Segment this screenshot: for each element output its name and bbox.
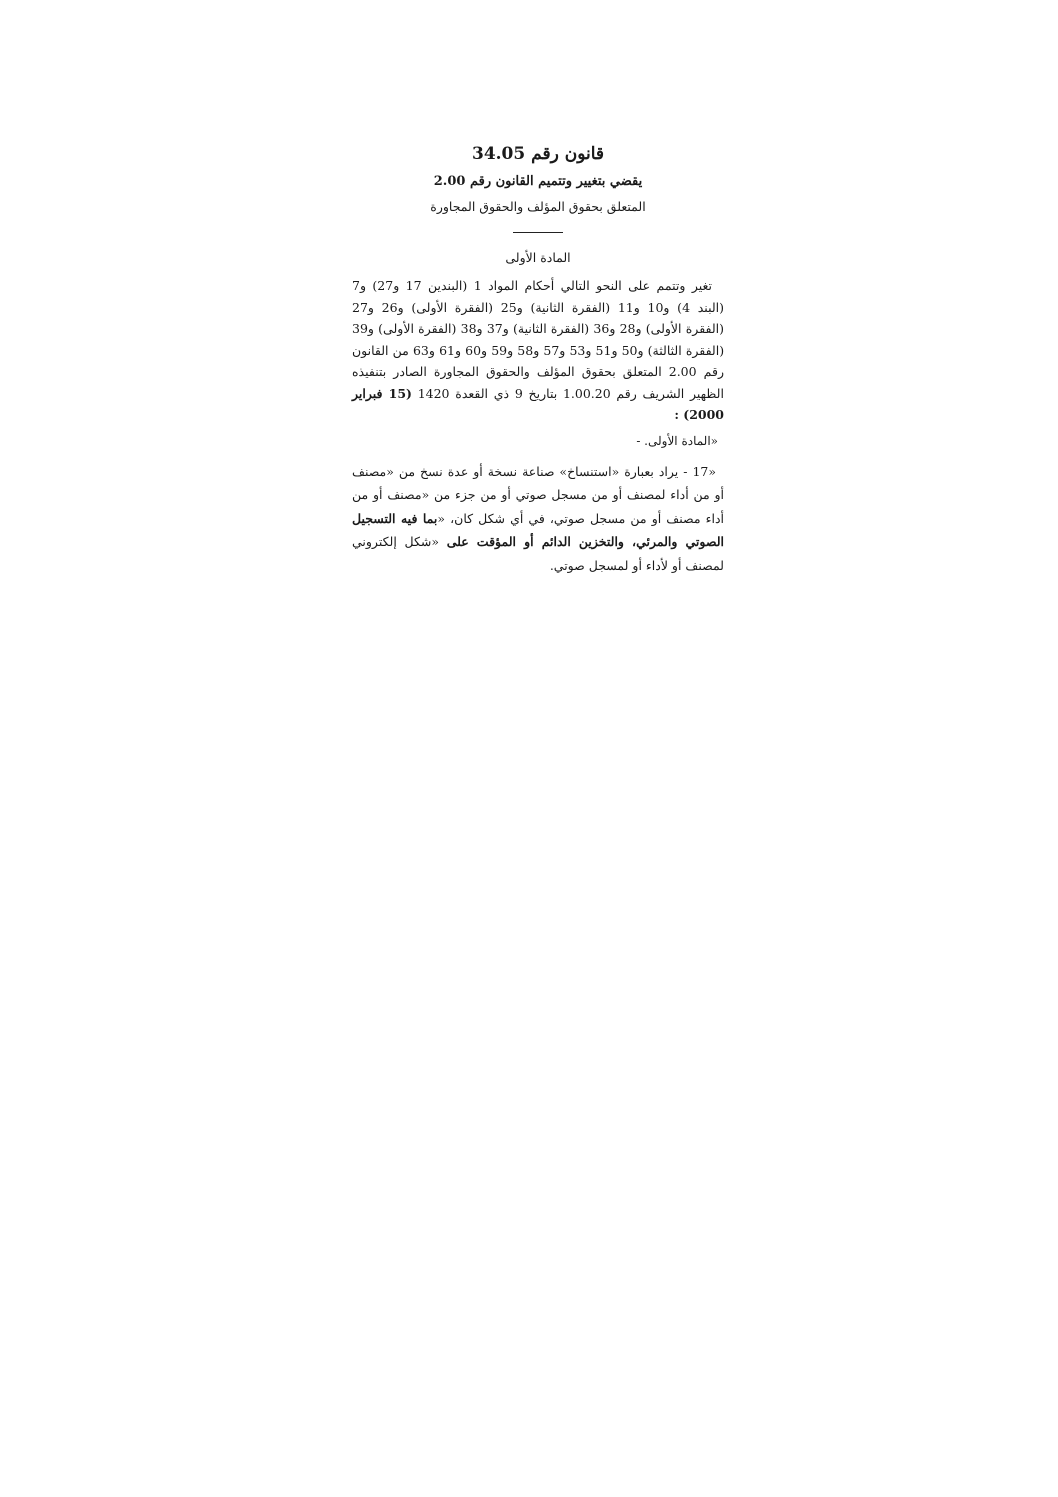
quoted-article-heading: «المادة الأولى. -: [636, 433, 718, 448]
quoted-definition-text: «17 - يراد بعبارة «استنساخ» صناعة نسخة أو عدة نسخ من «مصنف أو من أداء لمصنف أو من مسجل صوتي أو من جزء من «مصنف أو من أداء مصنف أو من مسجل صوتي، في أي شكل كان، «: [352, 463, 724, 526]
article-body-text: تغير وتتمم على النحو التالي أحكام المواد 1 (البندين 17 و27) و7 (البند 4) و10 و11 (الفقرة الثانية) و25 (الفقرة الأولى) و26 و27 (الفقرة الأولى) و28 و36 (الفقرة الثانية) و37 و38 (الفقرة الأولى) و39 (الفقرة الثالثة) و50 و51 و53 و57 و58 و59 و60 و61 و63 من القانون رقم 2.00 المتعلق بحقوق المؤلف والحقوق المجاورة الصادر بتنفيذه الظهير الشريف رقم 1.00.20 بتاريخ 9 ذي القعدة 1420: [352, 278, 725, 401]
document-page: [352, 140, 724, 577]
title-separator: [513, 232, 563, 233]
quoted-definition: [352, 460, 724, 578]
law-subtitle: يقضي بتغيير وتتميم القانون رقم 2.00: [433, 174, 643, 189]
quoted-definition-end: «شكل إلكتروني لمصنف أو لأداء أو لمسجل صوتي.: [352, 534, 724, 573]
law-title: قانون رقم 34.05: [471, 144, 605, 164]
quoted-definition-bold: بما فيه التسجيل الصوتي والمرئي، والتخزين الدائم أو المؤقت على: [352, 510, 724, 549]
article-body: [352, 275, 724, 426]
article-body-date: (15 فبراير 2000) :: [352, 385, 724, 422]
law-subject: المتعلق بحقوق المؤلف والحقوق المجاورة: [430, 199, 646, 214]
article-heading: المادة الأولى: [505, 250, 571, 265]
